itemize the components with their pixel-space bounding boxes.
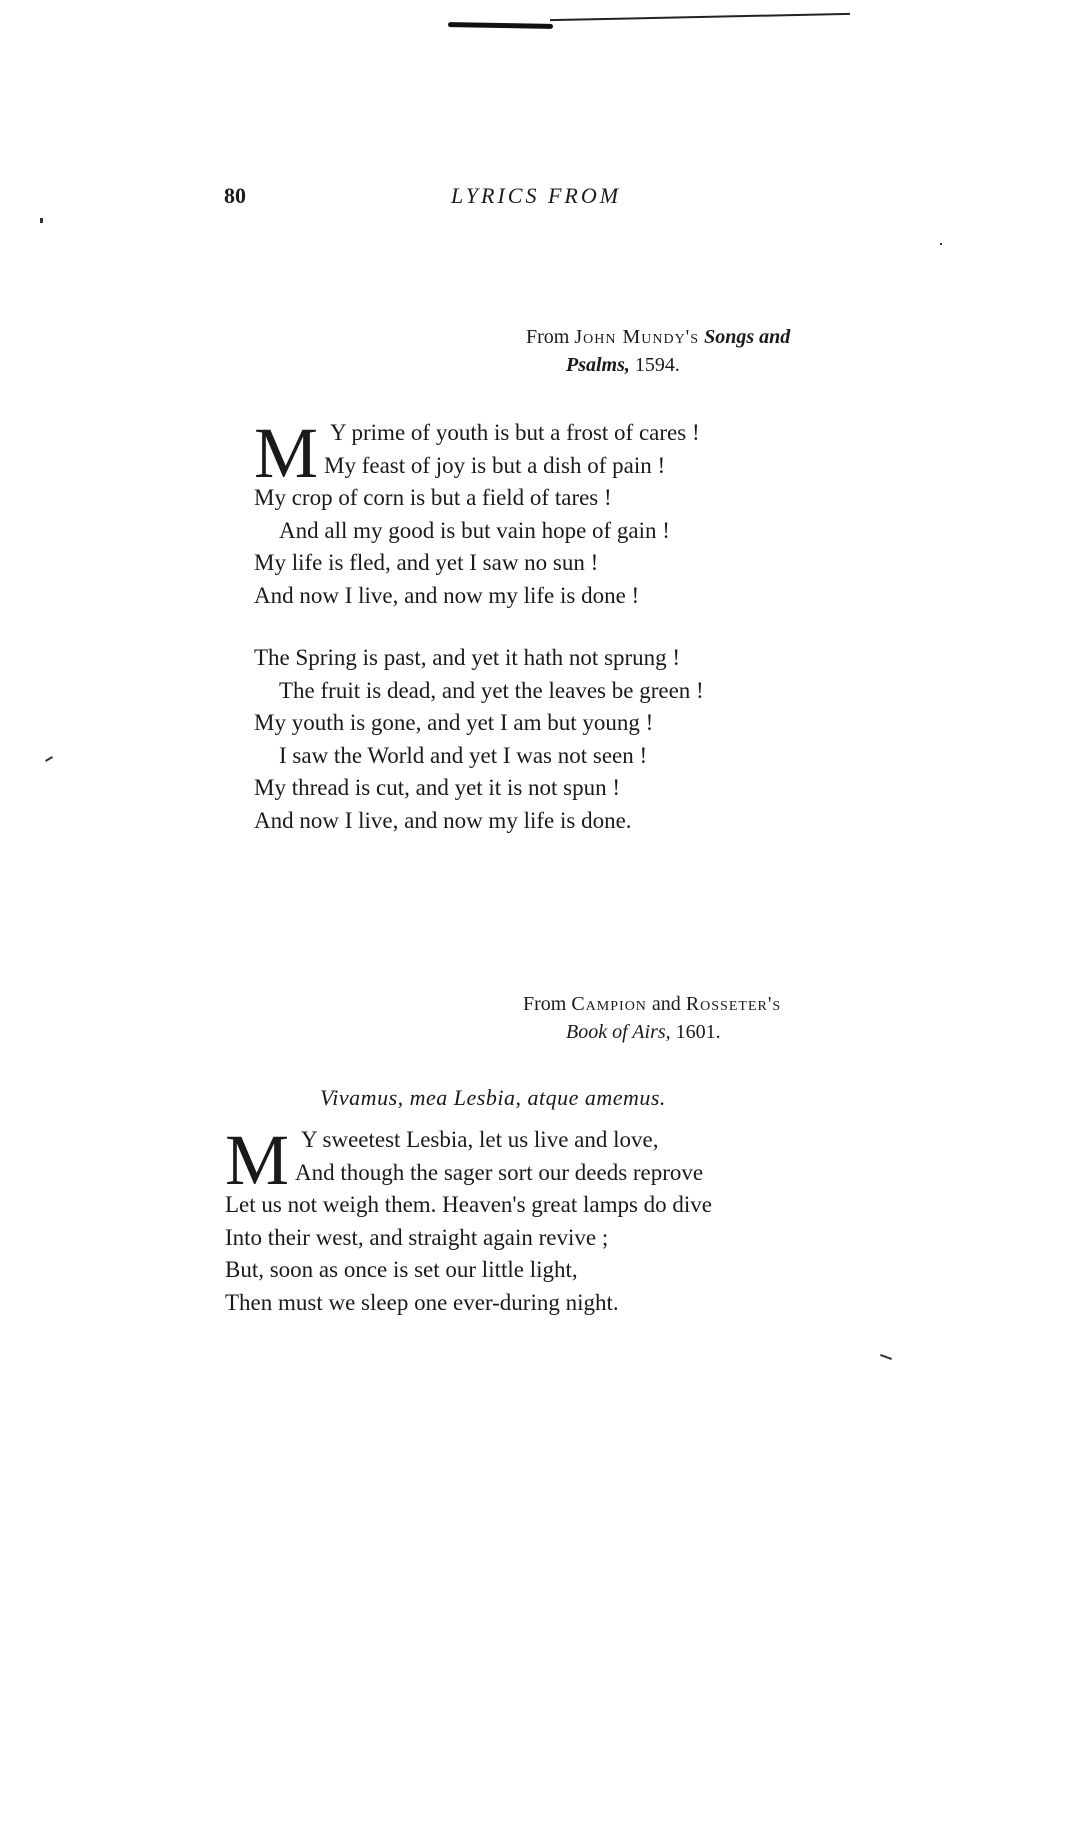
poem-line: Let us not weigh them. Heaven's great lamps do dive bbox=[225, 1192, 713, 1217]
source-author: Campion bbox=[571, 993, 647, 1015]
ink-speck bbox=[45, 756, 53, 762]
source-prefix: From bbox=[526, 326, 575, 348]
source-attribution-1 bbox=[526, 323, 790, 379]
top-ink-rule bbox=[448, 22, 553, 29]
poem-line: Y prime of youth is but a frost of cares ! bbox=[330, 420, 700, 445]
poem-line: I saw the World and yet I was not seen ! bbox=[279, 742, 648, 768]
poem-line: The Spring is past, and yet it hath not sprung ! bbox=[254, 645, 681, 670]
poem-line: The fruit is dead, and yet the leaves be green ! bbox=[279, 677, 704, 703]
ink-speck bbox=[40, 218, 43, 223]
poem-line: My feast of joy is but a dish of pain ! bbox=[324, 452, 666, 478]
source-author: John Mundy's bbox=[574, 326, 700, 348]
poem-line: And now I live, and now my life is done ! bbox=[254, 582, 640, 608]
poem-line: Then must we sleep one ever-during night. bbox=[225, 1289, 619, 1315]
page-number: 80 bbox=[224, 183, 246, 208]
poem-line: But, soon as once is set our little light, bbox=[225, 1257, 578, 1282]
poem-line: My youth is gone, and yet I am but young ! bbox=[254, 710, 654, 735]
ink-speck bbox=[940, 243, 942, 245]
source-author: Rosseter's bbox=[685, 993, 782, 1015]
poem-2 bbox=[225, 1120, 713, 1319]
poem-line: Y sweetest Lesbia, let us live and love, bbox=[301, 1127, 659, 1152]
poem-line: My life is fled, and yet I saw no sun ! bbox=[254, 550, 599, 575]
poem-line: And now I live, and now my life is done. bbox=[254, 807, 632, 833]
source-year: 1594. bbox=[634, 354, 680, 376]
drop-cap: M bbox=[225, 1120, 290, 1200]
top-thin-rule bbox=[550, 13, 850, 21]
source-title-cont: Psalms, bbox=[566, 354, 630, 376]
poem-line: Into their west, and straight again revive ; bbox=[225, 1224, 609, 1250]
source-title: Songs and bbox=[704, 326, 791, 348]
source-year: 1601. bbox=[675, 1021, 721, 1043]
poem-line: My crop of corn is but a field of tares ! bbox=[254, 485, 612, 510]
poem-line: And though the sager sort our deeds reprove bbox=[295, 1159, 704, 1185]
source-conjunction: and bbox=[646, 993, 686, 1015]
source-title: Book of Airs, bbox=[566, 1021, 671, 1043]
source-prefix: From bbox=[523, 993, 572, 1015]
source-title-line2 bbox=[526, 351, 790, 379]
stanza-break bbox=[254, 612, 704, 642]
source-title-line2 bbox=[523, 1018, 781, 1046]
ink-speck bbox=[880, 1354, 892, 1360]
drop-cap: M bbox=[254, 413, 319, 493]
source-attribution-2 bbox=[523, 990, 781, 1046]
poem-1 bbox=[254, 413, 704, 837]
running-head: LYRICS FROM bbox=[451, 183, 622, 208]
poem-motto: Vivamus, mea Lesbia, atque amemus. bbox=[320, 1085, 666, 1110]
poem-line: My thread is cut, and yet it is not spun ! bbox=[254, 775, 621, 800]
poem-line: And all my good is but vain hope of gain ! bbox=[279, 517, 670, 543]
